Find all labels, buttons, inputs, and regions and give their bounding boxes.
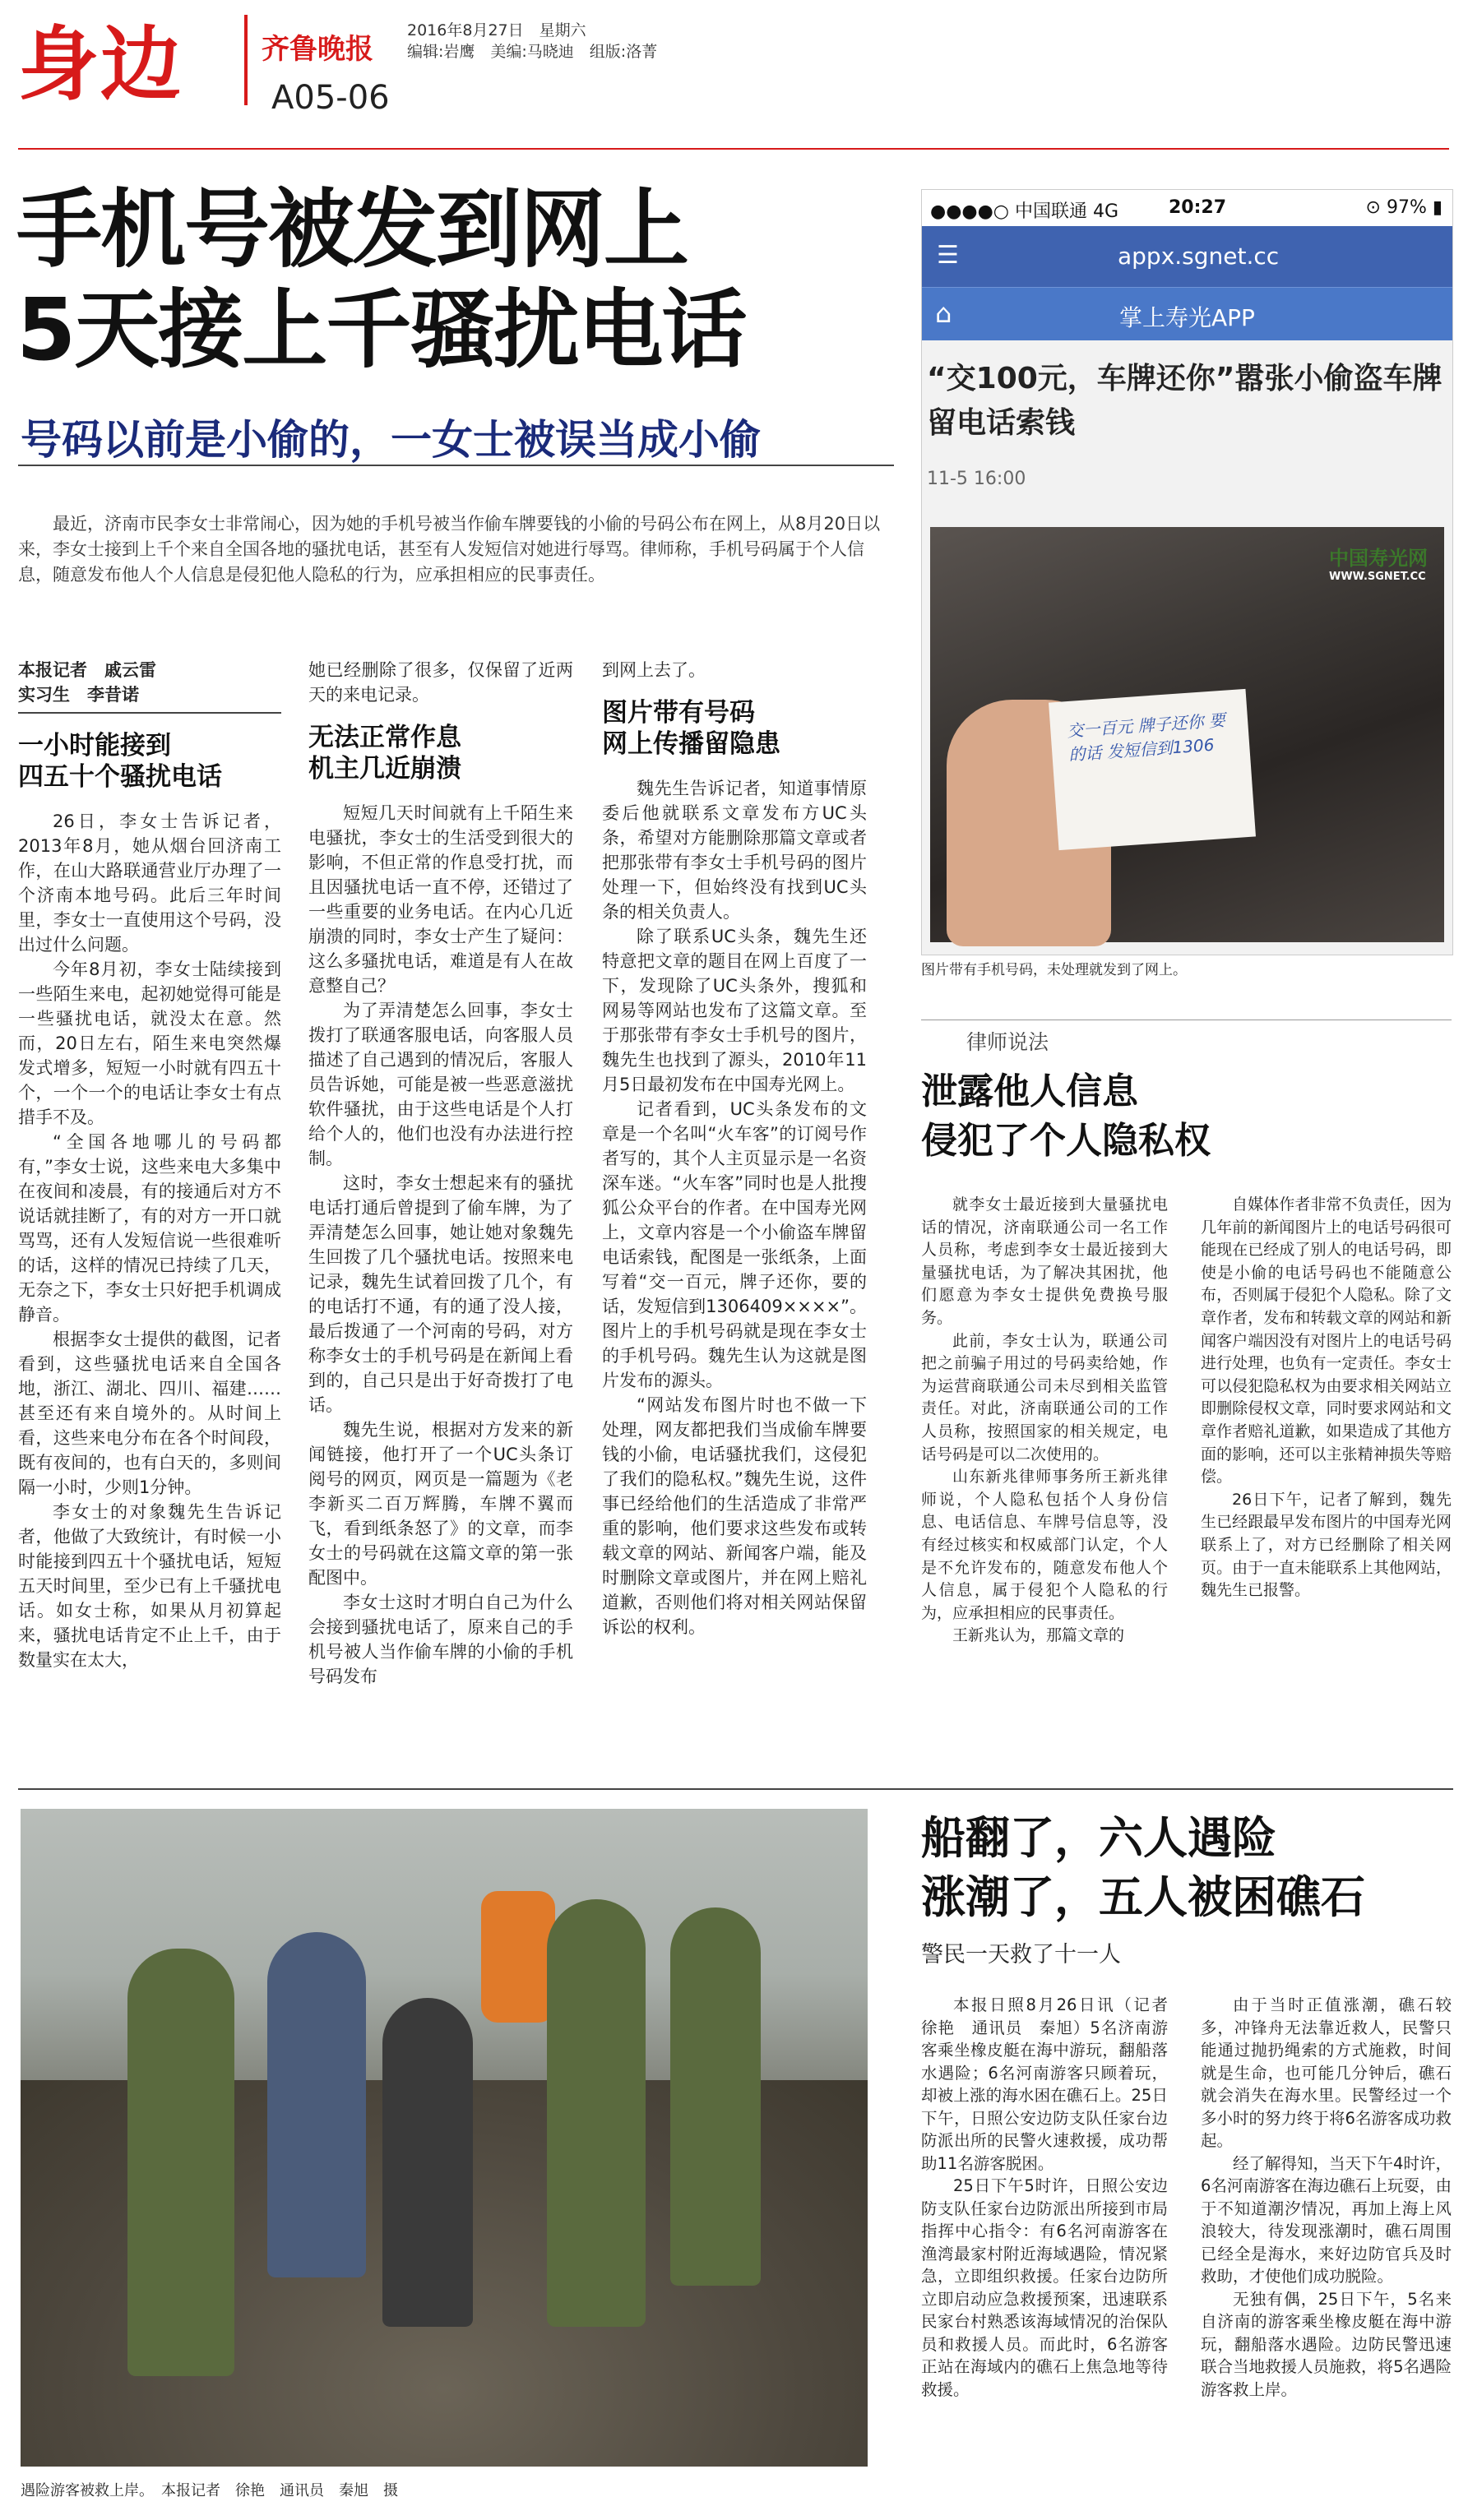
app-title: 掌上寿光APP bbox=[1119, 304, 1255, 331]
rescue-subhead: 警民一天救了十一人 bbox=[921, 1942, 1121, 1967]
life-vest-figure bbox=[481, 1891, 555, 2023]
phone-photo bbox=[930, 527, 1444, 942]
masthead-divider bbox=[244, 15, 248, 105]
date-line: 2016年8月27日 星期六 bbox=[407, 21, 586, 39]
rescue-photo bbox=[21, 1809, 868, 2467]
section3-title: 图片带有号码 网上传播留隐患 bbox=[602, 698, 780, 759]
lead-paragraph: 最近，济南市民李女士非常闹心，因为她的手机号被当作偷车牌要钱的小偷的号码公布在网上，从8月20日以来，李女士接到上千个来自全国各地的骚扰电话，甚至有人发短信对她进行辱骂。律师称，手机号码属于个人信息，随意发布他人个人信息是侵犯他人隐私的行为，应承担相应的民事责任。 bbox=[18, 514, 881, 585]
article-column-3: 到网上去了。 图片带有号码 网上传播留隐患 魏先生告诉记者，知道事情原委后他就联系文章发布方UC头条，希望对方能删除那篇文章或者把那张带有李女士手机号码的图片处理一下，但始终没有找到UC头条的相关负责人。 除了联系UC头条，魏先生还特意把文章的题目在网上百度了一下，发现除了UC头条外，搜狐和网易等网站也发布了这篇文章。至于那张带有李女士手机号的图片，魏先生也找到了源头，2010年11月5日最初发布在中国寿光网上。 记者看到，UC头条发布的文章是一个名叫“火车客”的订阅号作者写的，其个人主页显示是一名资深车迷。“火车客”同时也是人批搜狐公众平台的作者。在中国寿光网上，文章内容是一个小偷盗车牌留电话索钱，配图是一张纸条，上面写着“交一百元，牌子还你，要的话，发短信到1306409××××”。图片上的手机号码就是现在李女士的手机号码。魏先生认为这就是图片发布的源头。 “网站发布图片时也不做一下处理，网友都把我们当成偷车牌要钱的小偷，电话骚扰我们，这侵犯了我们的隐私权。”魏先生说，这件事已经给他们的生活造成了非常严重的影响，他们要求这些发布或转载文章的网站、新闻客户端，能及时删除文章或图片，并在网上赔礼道歉，否则他们将对相关网站保留诉讼的权利。 bbox=[602, 660, 867, 1637]
rescue-column-2: 由于当时正值涨潮，礁石较多，冲锋舟无法靠近救人，民警只能通过抛扔绳索的方式施救，时间就是生命，也可能几分钟后，礁石就会消失在海水里。民警经过一个多小时的努力终于将6名游客成功救起。 经了解得知，当天下午4时许，6名河南游客在海边礁石上玩耍，由于不知道潮汐情况，再加上海上风浪较大，待发现涨潮时，礁石周围已经全是海水，来好边防官兵及时救助，才使他们成功脱险。 无独有偶，25日下午，5名来自济南的游客乘坐橡皮艇在海中游玩，翻船落水遇险。边防民警迅速联合当地救援人员施救，将5名遇险游客救上岸。 bbox=[1201, 1995, 1452, 2399]
page-number: A05-06 bbox=[271, 79, 390, 117]
url-text[interactable]: appx.sgnet.cc bbox=[1118, 243, 1280, 270]
section-title: 身边 bbox=[18, 18, 183, 112]
byline: 本报记者 戚云雷 实习生 李昔诺 bbox=[18, 660, 156, 705]
tourist-figure bbox=[382, 1998, 473, 2327]
site-watermark: 中国寿光网 WWW.SGNET.CC bbox=[1329, 547, 1428, 583]
headline-rule bbox=[18, 465, 894, 466]
rescue-column-1: 本报日照8月26日讯（记者 徐艳 通讯员 秦旭）5名济南游客乘坐橡皮艇在海中游玩，翻船落水遇险；6名河南游客只顾着玩，却被上涨的海水困在礁石上。25日下午，日照公安边防支队任家台边防派出所的民警火速救援，成功帮助11名游客脱困。 25日下午5时许，日照公安边防支队任家台边防派出所接到市局指挥中心指令：有6名河南游客在渔湾最家村附近海域遇险，情况紧急，立即组织救援。任家台边防所立即启动应急救援预案，迅速联系民家台村熟悉该海域情况的治保队员和救援人员。而此时，6名游客正站在海域内的礁石上焦急地等待救援。 bbox=[921, 1995, 1184, 2399]
status-bar: ●●●●○ 中国联通 4G 20:27 ⊙ 97% ▮ bbox=[922, 190, 1452, 226]
lawyer-tag: 律师说法 bbox=[966, 1030, 1049, 1054]
headline-line-2: 5天接上千骚扰电话 bbox=[16, 280, 746, 380]
lawyer-column-1: 就李女士最近接到大量骚扰电话的情况，济南联通公司一名工作人员称，考虑到李女士最近接到大量骚扰电话，为了解决其困扰，他们愿意为李女士提供免费换号服务。 此前，李女士认为，联通公司把之前骗子用过的号码卖给她，作为运营商联通公司未尽到相关监管责任。对此，济南联通公司的工作人员称，按照国家的相关规定，电话号码是可以二次使用的。 山东新兆律师事务所王新兆律师说，个人隐私包括个人身份信息、电话信息、车牌号信息等，没有经过核实和权威部门认定，个人是不允许发布的，随意发布他人个人信息，属于侵犯个人隐私的行为，应承担相应的民事责任。 王新兆认为，那篇文章的 bbox=[921, 1195, 1168, 1645]
status-time: 20:27 bbox=[1169, 197, 1227, 218]
browser-bar bbox=[922, 226, 1452, 287]
masthead-rule bbox=[18, 148, 1449, 150]
lawyer-headline: 泄露他人信息 侵犯了个人隐私权 bbox=[921, 1070, 1211, 1162]
article-time: 11-5 16:00 bbox=[927, 469, 1026, 489]
article-column-2: 她已经删除了很多，仅保留了近两天的来电记录。 无法正常作息 机主几近崩溃 短短几天时间就有上千陌生来电骚扰，李女士的生活受到很大的影响，不但正常的作息受打扰，而且因骚扰电话一直不停，还错过了一些重要的业务电话。在内心几近崩溃的同时，李女士产生了疑问：这么多骚扰电话，难道是有人在故意整自己？ 为了弄清楚怎么回事，李女士拨打了联通客服电话，向客服人员描述了自己遇到的情况后，客服人员告诉她，可能是被一些恶意滋扰软件骚扰，由于这些电话是个人打给个人的，他们也没有办法进行控制。 这时，李女士想起来有的骚扰电话打通后曾提到了偷车牌，为了弄清楚怎么回事，她让她对象魏先生回拨了几个骚扰电话。按照来电记录，魏先生试着回拨了几个，有的电话打不通，有的通了没人接，最后拨通了一个河南的号码，对方称李女士的手机号码是在新闻上看到的，自己只是出于好奇拨打了电话。 魏先生说，根据对方发来的新闻链接，他打开了一个UC头条订阅号的网页，网页是一篇题为《老李新买二百万辉腾，车牌不翼而飞，看到纸条怒了》的文章，而李女士的号码就在这篇文章的第一张配图中。 李女士这时才明白自己为什么会接到骚扰电话了，原来自己的手机号被人当作偷车牌的小偷的手机号码发布 bbox=[308, 660, 573, 1686]
headline-line-1: 手机号被发到网上 bbox=[16, 179, 688, 280]
article-column-1: 一小时能接到 四五十个骚扰电话 26日，李女士告诉记者，2013年8月，她从烟台回济南工作，在山大路联通营业厅办理了一个济南本地号码。此后三年时间里，李女士一直使用这个号码，没出过什么问题。 今年8月初，李女士陆续接到一些陌生来电，起初她觉得可能是一些骚扰电话，就没太在意。然而，20日左右，陌生来电突然爆发式增多，短短一小时就有四五十个，一个一个的电话让李女士有点措手不及。 “全国各地哪儿的号码都有，”李女士说，这些来电大多集中在夜间和凌晨，有的接通后对方不说话就挂断了，有的对方一开口就骂骂，还有人发短信说一些很难听的话，这样的情况已持续了几天，无奈之下，李女士只好把手机调成静音。 根据李女士提供的截图，记者看到，这些骚扰电话来自全国各地，浙江、湖北、四川、福建……甚至还有来自境外的。从时间上看，这些来电分布在各个时间段，既有夜间的，也有白天的，多则间隔一小时，少则1分钟。 李女士的对象魏先生告诉记者，他做了大致统计，有时候一小时能接到四五十个骚扰电话，短短五天时间里，至少已有上千骚扰电话。如女士称，如果从月初算起来，骚扰电话肯定不止上千，由于数量实在太大， bbox=[18, 731, 281, 1670]
main-headline bbox=[16, 179, 905, 380]
police-figure bbox=[267, 1932, 366, 2277]
byline-rule bbox=[18, 712, 281, 714]
phone-screenshot bbox=[921, 189, 1453, 955]
home-icon[interactable]: ⌂ bbox=[935, 298, 952, 329]
bottom-rule bbox=[18, 1788, 1453, 1790]
lawyer-column-2: 自媒体作者非常不负责任，因为几年前的新闻图片上的电话号码很可能现在已经成了别人的电话号码，即使是小偷的电话号码也不能随意公布，否则属于侵犯个人隐私。除了文章作者，发布和转载文章的网站和新闻客户端因没有对图片上的电话号码进行处理，也负有一定责任。李女士可以侵犯隐私权为由要求相关网站立即删除侵权文章，同时要求网站和文章作者赔礼道歉，如果造成了其他方面的影响，还可以主张精神损失等赔偿。 26日下午，记者了解到，魏先生已经跟最早发布图片的中国寿光网联系上了，对方已经删除了相关网页。由于一直未能联系上其他网站，魏先生已报警。 bbox=[1201, 1195, 1452, 1600]
soldier-figure-3 bbox=[670, 1907, 761, 2286]
soldier-figure-2 bbox=[547, 1899, 646, 2327]
app-bar bbox=[922, 287, 1452, 340]
section2-title: 无法正常作息 机主几近崩溃 bbox=[308, 723, 461, 784]
rescue-photo-caption: 遇险游客被救上岸。 本报记者 徐艳 通讯员 秦旭 摄 bbox=[21, 2482, 398, 2499]
paper-note: 交一百元 牌子还你 要的话 发短信到1306 bbox=[1049, 689, 1256, 850]
article-title[interactable]: “交100元，车牌还你”嚣张小偷盗车牌留电话索钱 bbox=[927, 362, 1443, 440]
main-subhead: 号码以前是小偷的，一女士被误当成小偷 bbox=[21, 416, 761, 464]
photo1-caption: 图片带有手机号码，未处理就发到了网上。 bbox=[921, 962, 1187, 978]
soldier-figure bbox=[127, 1949, 234, 2376]
paper-logo: 齐鲁晚报 bbox=[262, 33, 373, 66]
section1-title: 一小时能接到 四五十个骚扰电话 bbox=[18, 731, 222, 792]
rescue-headline: 船翻了，六人遇险 涨潮了，五人被困礁石 bbox=[921, 1812, 1365, 1923]
menu-icon[interactable]: ☰ bbox=[937, 241, 959, 270]
editors-line: 编辑:岩鹰 美编:马晓迪 组版:洛菁 bbox=[407, 43, 658, 61]
